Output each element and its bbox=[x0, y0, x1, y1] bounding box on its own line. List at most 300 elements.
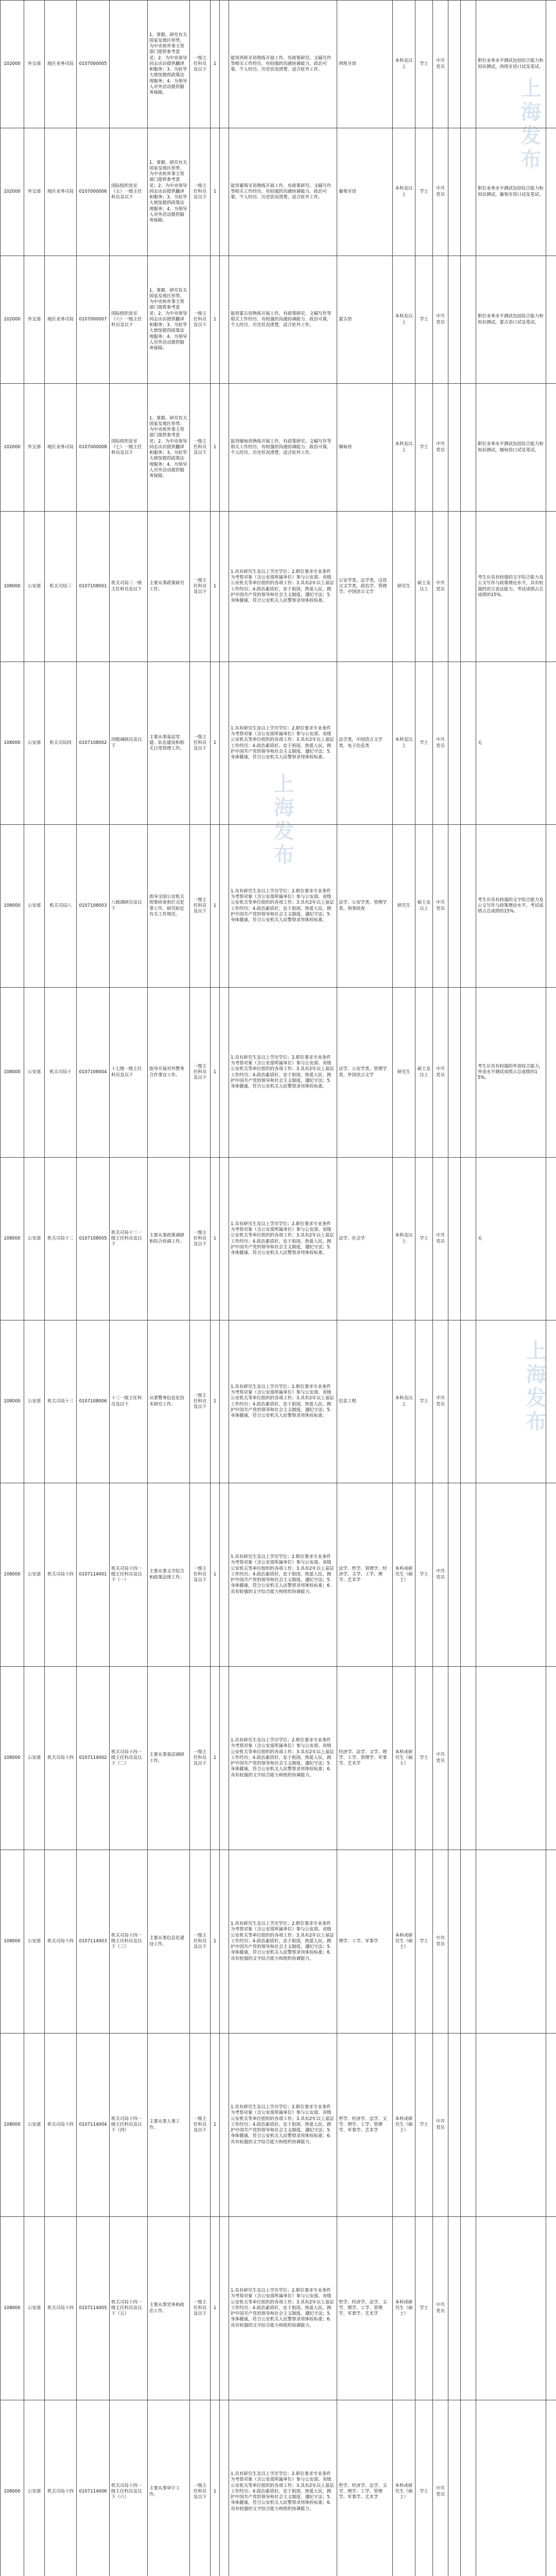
cell-num: 1 bbox=[211, 1667, 220, 1850]
cell-degree: 硕士及以上 bbox=[415, 825, 433, 988]
cell-major: 1.具有研究生及以上学历学位；2.职位要求专业条件为考察对象（含公安部所属单位）参与公安部、省级公安机关等单位组织的各项工作；3.具有2年以上基层工作经历；4.政治素质好，忠于祖国，热爱人民，拥护中国共产党的领导和社会主义制度，遵纪守法；5.身体健康，符合公安机关人民警察录用体检标准。 bbox=[229, 662, 337, 825]
cell-duties: 主要从事信息化建设工作。 bbox=[148, 1850, 190, 2033]
cell-note-gap bbox=[461, 256, 476, 384]
cell-interview bbox=[448, 1320, 461, 1483]
cell-lang: 哲学、经济学、法学、文学、理学、工学、管理学、军事学、艺术学 bbox=[337, 2217, 393, 2400]
cell-grass bbox=[220, 2400, 229, 2576]
cell-major: 能用缅甸语熟练开展工作，有政策研究、文稿写作等相关工作经历，有较强的沟通协调能力、政治可靠，个人经历、历史状况清楚，适合驻外工作。 bbox=[229, 384, 337, 512]
cell-code: 108000 bbox=[1, 1483, 24, 1667]
cell-note-gap bbox=[461, 1667, 476, 1850]
cell-major: 1.具有研究生及以上学历学位；2.职位要求专业条件为考察对象（含公安部所属单位）参与公安部、省级公安机关等单位组织的各项工作；3.具有2年以上基层工作经历；4.政治素质好，忠于祖国，热爱人民，拥护中国共产党的领导和社会主义制度，遵纪守法；5.身体健康，符合公安机关人民警察录用体检标准。 bbox=[229, 1320, 337, 1483]
watermark-right: 上海发布 bbox=[520, 1340, 549, 1434]
cell-pos-name: 十七级一级主任科员及以下 bbox=[110, 988, 148, 1158]
cell-code: 108000 bbox=[1, 662, 24, 825]
cell-note: 职位业务水平测试包括综合能力和知识测试，西班牙语口试及笔试。 bbox=[476, 1, 546, 128]
cell-dept: 公安部 bbox=[24, 1850, 45, 2033]
cell-pos-code: 0107108002 bbox=[77, 662, 110, 825]
cell-interview bbox=[448, 512, 461, 662]
cell-code: 108000 bbox=[1, 512, 24, 662]
table-row bbox=[1, 1320, 556, 1483]
table-row bbox=[1, 256, 556, 384]
cell-party: 中共党员 bbox=[433, 384, 448, 512]
cell-code: 108000 bbox=[1, 2033, 24, 2217]
cell-code: 108000 bbox=[1, 2400, 24, 2576]
cell-note-gap bbox=[461, 1850, 476, 2033]
cell-degree: 学士 bbox=[415, 1158, 433, 1320]
cell-end bbox=[546, 1667, 556, 1850]
cell-duties: 1、掌握、研究有关国家及地区形势，为中央和外事主管部门提供参考意见；2、为中央领导同志出访提供翻译和服务；3、为驻华大使馆提供政策法规服务；4、为领导人对外活动提供服务保障。 bbox=[148, 1, 190, 128]
cell-pos-code: 0107000007 bbox=[77, 256, 110, 384]
cell-interview bbox=[448, 1, 461, 128]
table-row bbox=[1, 512, 556, 662]
cell-edu: 本科及以上 bbox=[393, 256, 415, 384]
cell-num: 1 bbox=[211, 662, 220, 825]
cell-dept: 外交部 bbox=[24, 384, 45, 512]
cell-end bbox=[546, 256, 556, 384]
cell-edu: 本科或研究生（硕士） bbox=[393, 1667, 415, 1850]
cell-duties: 主要从事政策研究工作。 bbox=[148, 512, 190, 662]
cell-party: 中共党员 bbox=[433, 2400, 448, 2576]
cell-end bbox=[546, 384, 556, 512]
cell-code: 108000 bbox=[1, 1158, 24, 1320]
cell-major: 1.具有研究生及以上学历学位；2.职位要求专业条件为考察对象（含公安部所属单位）参与公安部、省级公安机关等单位组织的各项工作；3.具有2年以上基层工作经历；4.政治素质好，忠于祖国，热爱人民，拥护中国共产党的领导和社会主义制度，遵纪守法；5.身体健康，符合公安机关人民警察录用体检标准；6.具有较强的文字综合能力和组织协调能力。 bbox=[229, 2400, 337, 2576]
cell-party: 中共党员 bbox=[433, 1320, 448, 1483]
cell-pos-code: 0107108001 bbox=[77, 512, 110, 662]
cell-major: 1.具有研究生及以上学历学位；2.职位要求专业条件为考察对象（含公安部所属单位）参与公安部、省级公安机关等单位组织的各项工作；3.具有2年以上基层工作经历；4.政治素质好，忠于祖国，热爱人民，拥护中国共产党的领导和社会主义制度，遵纪守法；5.身体健康，符合公安机关人民警察录用体检标准；6.具有较强的文字综合能力和组织协调能力。 bbox=[229, 1850, 337, 2033]
cell-dept: 公安部 bbox=[24, 988, 45, 1158]
cell-code: 108000 bbox=[1, 1320, 24, 1483]
cell-end bbox=[546, 1, 556, 128]
cell-end bbox=[546, 1483, 556, 1667]
cell-edu: 本科及以上 bbox=[393, 384, 415, 512]
cell-note-gap bbox=[461, 1, 476, 128]
cell-pos-name: 机关司局十二一级主任科员及以下 bbox=[110, 1158, 148, 1320]
cell-pos-name: 国际组织处室（七）一级主任科员及以下 bbox=[110, 384, 148, 512]
cell-level: 一级主任科员及以下 bbox=[190, 1483, 211, 1667]
cell-edu: 本科及以上 bbox=[393, 1158, 415, 1320]
cell-edu: 本科或研究生（硕士） bbox=[393, 1850, 415, 2033]
cell-unit: 机关司局八 bbox=[45, 825, 77, 988]
cell-grass bbox=[220, 2217, 229, 2400]
cell-level: 一级主任科员及以下 bbox=[190, 1667, 211, 1850]
cell-note: 职位业务水平测试包括综合能力和知识测试，葡萄牙语口试及笔试。 bbox=[476, 128, 546, 256]
cell-lang: 理学、工学、军事学 bbox=[337, 1850, 393, 2033]
cell-major: 1.具有研究生及以上学历学位；2.职位要求专业条件为考察对象（含公安部所属单位）参与公安部、省级公安机关等单位组织的各项工作；3.具有2年以上基层工作经历；4.政治素质好，忠于祖国，热爱人民，拥护中国共产党的领导和社会主义制度，遵纪守法；5.身体健康，符合公安机关人民警察录用体检标准；6.具有较强的文字综合能力和组织协调能力。 bbox=[229, 2217, 337, 2400]
cell-pos-name bbox=[110, 1, 148, 128]
cell-pos-code: 0107000008 bbox=[77, 384, 110, 512]
cell-end bbox=[546, 2217, 556, 2400]
cell-pos-name: 十三一级主任科员及以下 bbox=[110, 1320, 148, 1483]
cell-degree: 学士 bbox=[415, 1667, 433, 1850]
cell-pos-code: 0107114004 bbox=[77, 2033, 110, 2217]
cell-level: 一级主任科员及以下 bbox=[190, 128, 211, 256]
cell-grass bbox=[220, 2033, 229, 2217]
cell-pos-code: 0107114002 bbox=[77, 1667, 110, 1850]
cell-level: 一级主任科员及以下 bbox=[190, 2400, 211, 2576]
cell-dept: 公安部 bbox=[24, 1667, 45, 1850]
cell-major: 1.具有研究生及以上学历学位；2.职位要求专业条件为考察对象（含公安部所属单位）参与公安部、省级公安机关等单位组织的各项工作；3.具有2年以上基层工作经历；4.政治素质好，忠于祖国，热爱人民，拥护中国共产党的领导和社会主义制度，遵纪守法；5.身体健康，符合公安机关人民警察录用体检标准；6.具有较强的文字综合能力和组织协调能力。 bbox=[229, 2033, 337, 2217]
cell-pos-code: 0107114006 bbox=[77, 2400, 110, 2576]
cell-note bbox=[476, 1667, 546, 1850]
cell-party: 中共党员 bbox=[433, 128, 448, 256]
cell-degree: 硕士及以上 bbox=[415, 988, 433, 1158]
cell-unit: 机关司局十四 bbox=[45, 1850, 77, 2033]
cell-num: 1 bbox=[211, 1320, 220, 1483]
cell-lang: 西班牙语 bbox=[337, 1, 393, 128]
cell-grass bbox=[220, 1667, 229, 1850]
cell-note-gap bbox=[461, 128, 476, 256]
cell-major: 1.具有研究生及以上学历学位；2.职位要求专业条件为考察对象（含公安部所属单位）参与公安部、省级公安机关等单位组织的各项工作；3.具有2年以上基层工作经历；4.政治素质好，忠于祖国，热爱人民，拥护中国共产党的领导和社会主义制度，遵纪守法；5.身体健康，符合公安机关人民警察录用体检标准。 bbox=[229, 988, 337, 1158]
cell-duties: 1、掌握、研究有关国家及地区形势，为中央和外事主管部门提供参考意见；2、为中央领导同志出访提供翻译和服务；3、为驻华大使馆提供政策法规服务；4、为领导人对外活动提供服务保障。 bbox=[148, 128, 190, 256]
cell-num: 1 bbox=[211, 2400, 220, 2576]
cell-unit: 机关司局十四 bbox=[45, 2033, 77, 2217]
cell-num: 1 bbox=[211, 1, 220, 128]
cell-end bbox=[546, 1158, 556, 1320]
cell-code: 108000 bbox=[1, 825, 24, 988]
cell-interview bbox=[448, 2033, 461, 2217]
cell-lang: 蒙古语 bbox=[337, 256, 393, 384]
cell-interview bbox=[448, 1483, 461, 1667]
cell-major: 能用葡萄牙语熟练开展工作，有政策研究、文稿写作等相关工作经历，有较强的沟通协调能力、政治可靠，个人经历、历史状况清楚，适合驻外工作。 bbox=[229, 128, 337, 256]
cell-code: 108000 bbox=[1, 2217, 24, 2400]
cell-note-gap bbox=[461, 1158, 476, 1320]
cell-party: 中共党员 bbox=[433, 2033, 448, 2217]
cell-code: 102000 bbox=[1, 128, 24, 256]
cell-interview bbox=[448, 2400, 461, 2576]
cell-grass bbox=[220, 384, 229, 512]
cell-code: 102000 bbox=[1, 256, 24, 384]
cell-num: 1 bbox=[211, 1850, 220, 2033]
cell-note-gap bbox=[461, 512, 476, 662]
cell-party: 中共党员 bbox=[433, 1483, 448, 1667]
cell-level: 一级主任科员及以下 bbox=[190, 512, 211, 662]
cell-lang: 法学、公安学类、管理学类、刑事侦查 bbox=[337, 825, 393, 988]
cell-num: 1 bbox=[211, 512, 220, 662]
cell-level: 一级主任科员及以下 bbox=[190, 1, 211, 128]
cell-note-gap bbox=[461, 2217, 476, 2400]
cell-note-gap bbox=[461, 988, 476, 1158]
cell-code: 108000 bbox=[1, 1850, 24, 2033]
cell-pos-name: 八级调研员及以下 bbox=[110, 825, 148, 988]
cell-interview bbox=[448, 662, 461, 825]
cell-pos-code: 0107114005 bbox=[77, 2217, 110, 2400]
cell-grass bbox=[220, 1320, 229, 1483]
cell-dept: 公安部 bbox=[24, 1320, 45, 1483]
cell-pos-name: 机关司局十四一级主任科员及以下（六） bbox=[110, 2400, 148, 2576]
cell-duties: 主要从事人事工作。 bbox=[148, 2033, 190, 2217]
cell-unit: 机关司局十二 bbox=[45, 1158, 77, 1320]
table-row bbox=[1, 2033, 556, 2217]
cell-dept: 外交部 bbox=[24, 256, 45, 384]
cell-dept: 公安部 bbox=[24, 2217, 45, 2400]
cell-party: 中共党员 bbox=[433, 256, 448, 384]
cell-degree: 学士 bbox=[415, 128, 433, 256]
cell-lang: 哲学、经济学、法学、文学、理学、工学、管理学、军事学、艺术学 bbox=[337, 2033, 393, 2217]
cell-note-gap bbox=[461, 2400, 476, 2576]
cell-note: 职位业务水平测试包括综合能力和知识测试，蒙古语口试及笔试。 bbox=[476, 256, 546, 384]
cell-grass bbox=[220, 256, 229, 384]
cell-num: 1 bbox=[211, 825, 220, 988]
cell-dept: 公安部 bbox=[24, 1158, 45, 1320]
cell-note bbox=[476, 1320, 546, 1483]
cell-lang: 法学类，中国语言文学类，电子信息类 bbox=[337, 662, 393, 825]
cell-party: 中共党员 bbox=[433, 1158, 448, 1320]
cell-note bbox=[476, 2033, 546, 2217]
cell-interview bbox=[448, 128, 461, 256]
cell-note-gap bbox=[461, 662, 476, 825]
table-row bbox=[1, 128, 556, 256]
cell-pos-code: 0107108004 bbox=[77, 988, 110, 1158]
cell-grass bbox=[220, 1158, 229, 1320]
cell-dept: 公安部 bbox=[24, 825, 45, 988]
cell-party: 中共党员 bbox=[433, 512, 448, 662]
cell-lang: 哲学、经济学、法学、文学、理学、工学、管理学、军事学、艺术学 bbox=[337, 2400, 393, 2576]
cell-note bbox=[476, 1483, 546, 1667]
cell-unit: 地区业务司局 bbox=[45, 256, 77, 384]
table-row bbox=[1, 825, 556, 988]
cell-unit: 机关司局十 bbox=[45, 988, 77, 1158]
cell-note-gap bbox=[461, 825, 476, 988]
cell-note-gap bbox=[461, 1320, 476, 1483]
cell-interview bbox=[448, 256, 461, 384]
cell-pos-code: 0107108005 bbox=[77, 1158, 110, 1320]
cell-lang: 法学、社会学 bbox=[337, 1158, 393, 1320]
cell-note: 考生应具有较强的文字综合能力及公文写作与政策理论水平，考试成绩占总成绩的15%。 bbox=[476, 825, 546, 988]
cell-degree: 硕士及以上 bbox=[415, 512, 433, 662]
cell-duties: 1、掌握、研究有关国家及地区形势，为中央和外事主管部门提供参考意见；2、为中央领导同志出访提供翻译和服务；3、为驻华大使馆提供政策法规服务；4、为领导人对外活动提供服务保障。 bbox=[148, 256, 190, 384]
cell-degree: 学士 bbox=[415, 2217, 433, 2400]
cell-unit: 地区业务司局 bbox=[45, 1, 77, 128]
cell-lang: 公安学类，法学类，汉语言文学类，政治学、管理学、中国语言文学 bbox=[337, 512, 393, 662]
cell-num: 1 bbox=[211, 128, 220, 256]
cell-level: 一级主任科员及以下 bbox=[190, 1320, 211, 1483]
cell-end bbox=[546, 825, 556, 988]
cell-grass bbox=[220, 512, 229, 662]
watermark-top: 上海发布 bbox=[515, 77, 544, 172]
cell-major: 1.具有研究生及以上学历学位；2.职位要求专业条件为考察对象（含公安部所属单位）参与公安部、省级公安机关等单位组织的各项工作；3.具有2年以上基层工作经历；4.政治素质好，忠于祖国，热爱人民，拥护中国共产党的领导和社会主义制度，遵纪守法；5.身体健康，符合公安机关人民警察录用体检标准。 bbox=[229, 512, 337, 662]
cell-pos-code: 0107108006 bbox=[77, 1320, 110, 1483]
cell-note: 职位业务水平测试包括综合能力和知识测试，缅甸语口试及笔试。 bbox=[476, 384, 546, 512]
cell-party: 中共党员 bbox=[433, 1667, 448, 1850]
cell-grass bbox=[220, 128, 229, 256]
cell-degree: 学士 bbox=[415, 2400, 433, 2576]
cell-dept: 公安部 bbox=[24, 662, 45, 825]
cell-pos-name: 机关司局十四一级主任科员及以下（二） bbox=[110, 1667, 148, 1850]
cell-num: 1 bbox=[211, 1158, 220, 1320]
cell-edu: 本科及以上 bbox=[393, 1, 415, 128]
cell-num: 1 bbox=[211, 256, 220, 384]
cell-degree: 学士 bbox=[415, 384, 433, 512]
cell-num: 1 bbox=[211, 2217, 220, 2400]
table-row bbox=[1, 1, 556, 128]
cell-pos-code: 0107000005 bbox=[77, 1, 110, 128]
cell-grass bbox=[220, 825, 229, 988]
cell-lang: 缅甸语 bbox=[337, 384, 393, 512]
cell-major: 1.具有研究生及以上学历学位；2.职位要求专业条件为考察对象（含公安部所属单位）参与公安部、省级公安机关等单位组织的各项工作；3.具有2年以上基层工作经历；4.政治素质好，忠于祖国，热爱人民，拥护中国共产党的领导和社会主义制度，遵纪守法；5.身体健康，符合公安机关人民警察录用体检标准；6.具有较强的文字综合能力和组织协调能力。 bbox=[229, 1667, 337, 1850]
table-row bbox=[1, 2217, 556, 2400]
cell-edu: 本科或研究生（硕士） bbox=[393, 1483, 415, 1667]
watermark-mid: 上海发布 bbox=[268, 773, 297, 868]
cell-party: 中共党员 bbox=[433, 1850, 448, 2033]
cell-note-gap bbox=[461, 384, 476, 512]
cell-party: 中共党员 bbox=[433, 662, 448, 825]
cell-level: 一级主任科员及以下 bbox=[190, 2217, 211, 2400]
cell-major: 能用西班牙语熟练开展工作，有政策研究、文稿写作等相关工作经历，有较强的沟通协调能力、政治可靠，个人经历、历史状况清楚，适合驻外工作。 bbox=[229, 1, 337, 128]
table-row bbox=[1, 1667, 556, 1850]
cell-end bbox=[546, 512, 556, 662]
cell-degree: 学士 bbox=[415, 1850, 433, 2033]
cell-interview bbox=[448, 1667, 461, 1850]
cell-duties: 1、掌握、研究有关国家及地区形势，为中央和外事主管部门提供参考意见；2、为中央领导同志出访提供翻译和服务；3、为驻华大使馆提供政策法规服务；4、为领导人对外活动提供服务保障。 bbox=[148, 384, 190, 512]
cell-end bbox=[546, 988, 556, 1158]
cell-interview bbox=[448, 825, 461, 988]
cell-degree: 学士 bbox=[415, 1320, 433, 1483]
cell-unit: 机关司局十四 bbox=[45, 2400, 77, 2576]
cell-grass bbox=[220, 662, 229, 825]
cell-dept: 公安部 bbox=[24, 2033, 45, 2217]
cell-code: 102000 bbox=[1, 384, 24, 512]
cell-note bbox=[476, 1850, 546, 2033]
cell-party: 中共党员 bbox=[433, 2217, 448, 2400]
cell-duties: 主要从事文字综合和政策法规工作。 bbox=[148, 1483, 190, 1667]
cell-major: 1.具有研究生及以上学历学位；2.职位要求专业条件为考察对象（含公安部所属单位）参与公安部、省级公安机关等单位组织的各项工作；3.具有2年以上基层工作经历；4.政治素质好，忠于祖国，热爱人民，拥护中国共产党的领导和社会主义制度，遵纪守法；5.身体健康，符合公安机关人民警察录用体检标准。 bbox=[229, 1158, 337, 1320]
cell-duties: 指导全国公安机关刑事侦查和打击犯罪工作，研究拟定有关工作规范。 bbox=[148, 825, 190, 988]
cell-unit: 机关司局十三 bbox=[45, 1320, 77, 1483]
cell-edu: 研究生 bbox=[393, 512, 415, 662]
cell-lang: 经济学、法学、文学、理学、工学、管理学、军事学、艺术学 bbox=[337, 1667, 393, 1850]
cell-end bbox=[546, 2400, 556, 2576]
cell-edu: 本科或研究生（硕士） bbox=[393, 2033, 415, 2217]
cell-note: 考生应具有较强的文字综合能力及公文写作与政策理论水平，具有较强的语言表达能力，考试成绩占总成绩的15%。 bbox=[476, 512, 546, 662]
cell-lang: 法学、哲学、管理学、经济学、文学、工学、理学、艺术学 bbox=[337, 1483, 393, 1667]
cell-end bbox=[546, 1850, 556, 2033]
cell-pos-name: 机关司局十四一级主任科员及以下（四） bbox=[110, 2033, 148, 2217]
cell-duties: 主要从事审计工作。 bbox=[148, 2400, 190, 2576]
cell-lang: 葡萄牙语 bbox=[337, 128, 393, 256]
cell-note: 无 bbox=[476, 1158, 546, 1320]
cell-edu: 本科及以上 bbox=[393, 128, 415, 256]
cell-grass bbox=[220, 1850, 229, 2033]
table-row bbox=[1, 1850, 556, 2033]
cell-unit: 机关司局十四 bbox=[45, 1667, 77, 1850]
cell-level: 一级主任科员及以下 bbox=[190, 1850, 211, 2033]
cell-level: 一级主任科员及以下 bbox=[190, 988, 211, 1158]
cell-unit: 地区业务司局 bbox=[45, 128, 77, 256]
cell-interview bbox=[448, 1850, 461, 2033]
table-row bbox=[1, 1483, 556, 1667]
cell-level: 一级主任科员及以下 bbox=[190, 384, 211, 512]
cell-end bbox=[546, 128, 556, 256]
cell-note: 考生应具有较强的外语综合能力，外语水平测试成绩占总成绩的15%。 bbox=[476, 988, 546, 1158]
cell-end bbox=[546, 662, 556, 825]
cell-duties: 指导开展对外警务合作事宜工作。 bbox=[148, 988, 190, 1158]
cell-dept: 外交部 bbox=[24, 1, 45, 128]
cell-duties: 从事警务信息化技术研究工作。 bbox=[148, 1320, 190, 1483]
cell-note: 无 bbox=[476, 662, 546, 825]
cell-unit: 机关司局四 bbox=[45, 662, 77, 825]
table-row bbox=[1, 1158, 556, 1320]
cell-code: 108000 bbox=[1, 988, 24, 1158]
cell-grass bbox=[220, 988, 229, 1158]
cell-pos-code: 0107114001 bbox=[77, 1483, 110, 1667]
cell-dept: 公安部 bbox=[24, 1483, 45, 1667]
cell-edu: 本科或研究生（硕士） bbox=[393, 2217, 415, 2400]
cell-major: 1.具有研究生及以上学历学位；2.职位要求专业条件为考察对象（含公安部所属单位）参与公安部、省级公安机关等单位组织的各项工作；3.具有2年以上基层工作经历；4.政治素质好，忠于祖国，热爱人民，拥护中国共产党的领导和社会主义制度，遵纪守法；5.身体健康，符合公安机关人民警察录用体检标准；6.具有较强的文字综合能力和组织协调能力。 bbox=[229, 1483, 337, 1667]
cell-degree: 学士 bbox=[415, 2033, 433, 2217]
cell-duties: 主要从事党务和政治工作。 bbox=[148, 2217, 190, 2400]
cell-edu: 本科及以上 bbox=[393, 662, 415, 825]
cell-num: 1 bbox=[211, 1483, 220, 1667]
cell-end bbox=[546, 1320, 556, 1483]
table-row bbox=[1, 384, 556, 512]
cell-pos-name: 机关司局十四一级主任科员及以下（三） bbox=[110, 1850, 148, 2033]
cell-level: 一级主任科员及以下 bbox=[190, 662, 211, 825]
cell-pos-code: 0107108003 bbox=[77, 825, 110, 988]
cell-duties: 主要从事政策调研和综合协调工作。 bbox=[148, 1158, 190, 1320]
cell-degree: 学士 bbox=[415, 662, 433, 825]
cell-pos-code: 0107000006 bbox=[77, 128, 110, 256]
cell-party: 中共党员 bbox=[433, 988, 448, 1158]
cell-note bbox=[476, 2217, 546, 2400]
cell-code: 102000 bbox=[1, 1, 24, 128]
cell-degree: 学士 bbox=[415, 1, 433, 128]
cell-pos-name: 四级调研员及以下 bbox=[110, 662, 148, 825]
cell-major: 1.具有研究生及以上学历学位；2.职位要求专业条件为考察对象（含公安部所属单位）参与公安部、省级公安机关等单位组织的各项工作；3.具有2年以上基层工作经历；4.政治素质好，忠于祖国，热爱人民，拥护中国共产党的领导和社会主义制度，遵纪守法；5.身体健康，符合公安机关人民警察录用体检标准。 bbox=[229, 825, 337, 988]
cell-pos-name: 机关司局十四一级主任科员及以下（一） bbox=[110, 1483, 148, 1667]
cell-interview bbox=[448, 988, 461, 1158]
cell-grass bbox=[220, 1, 229, 128]
cell-interview bbox=[448, 2217, 461, 2400]
cell-duties: 主要从事基层党建、队伍建设和相关日常管理工作。 bbox=[148, 662, 190, 825]
cell-note bbox=[476, 2400, 546, 2576]
cell-major: 能用蒙古语熟练开展工作，有政策研究、文稿写作等相关工作经历，有较强的沟通协调能力、政治可靠，个人经历、历史状况清楚，适合驻外工作。 bbox=[229, 256, 337, 384]
cell-level: 一级主任科员及以下 bbox=[190, 825, 211, 988]
cell-pos-name: 机关司局十四一级主任科员及以下（五） bbox=[110, 2217, 148, 2400]
table-row bbox=[1, 2400, 556, 2576]
cell-pos-name: 机关司局三一级主任科员及以下 bbox=[110, 512, 148, 662]
cell-code: 108000 bbox=[1, 1667, 24, 1850]
cell-grass bbox=[220, 1483, 229, 1667]
cell-end bbox=[546, 2033, 556, 2217]
cell-dept: 公安部 bbox=[24, 2400, 45, 2576]
cell-interview bbox=[448, 384, 461, 512]
cell-edu: 研究生 bbox=[393, 988, 415, 1158]
cell-edu: 本科及以上 bbox=[393, 1320, 415, 1483]
cell-level: 一级主任科员及以下 bbox=[190, 256, 211, 384]
cell-party: 中共党员 bbox=[433, 825, 448, 988]
cell-degree: 学士 bbox=[415, 1483, 433, 1667]
cell-lang: 法学、公安学类、管理学类、外国语言文学 bbox=[337, 988, 393, 1158]
cell-lang: 信息工程 bbox=[337, 1320, 393, 1483]
cell-note-gap bbox=[461, 1483, 476, 1667]
cell-pos-name: 国际组织处室（五）一级主任科员及以下 bbox=[110, 128, 148, 256]
cell-pos-code: 0107114003 bbox=[77, 1850, 110, 2033]
cell-level: 一级主任科员及以下 bbox=[190, 2033, 211, 2217]
cell-duties: 主要从事基层调研工作。 bbox=[148, 1667, 190, 1850]
table-row bbox=[1, 662, 556, 825]
cell-unit: 机关司局十四 bbox=[45, 2217, 77, 2400]
cell-level: 一级主任科员及以下 bbox=[190, 1158, 211, 1320]
cell-unit: 机关司局十四 bbox=[45, 1483, 77, 1667]
cell-edu: 研究生 bbox=[393, 825, 415, 988]
cell-party: 中共党员 bbox=[433, 1, 448, 128]
cell-unit: 机关司局三 bbox=[45, 512, 77, 662]
cell-unit: 地区业务司局 bbox=[45, 384, 77, 512]
cell-dept: 公安部 bbox=[24, 512, 45, 662]
cell-num: 1 bbox=[211, 384, 220, 512]
cell-pos-name: 国际组织处室（六）一级主任科员及以下 bbox=[110, 256, 148, 384]
cell-dept: 外交部 bbox=[24, 128, 45, 256]
